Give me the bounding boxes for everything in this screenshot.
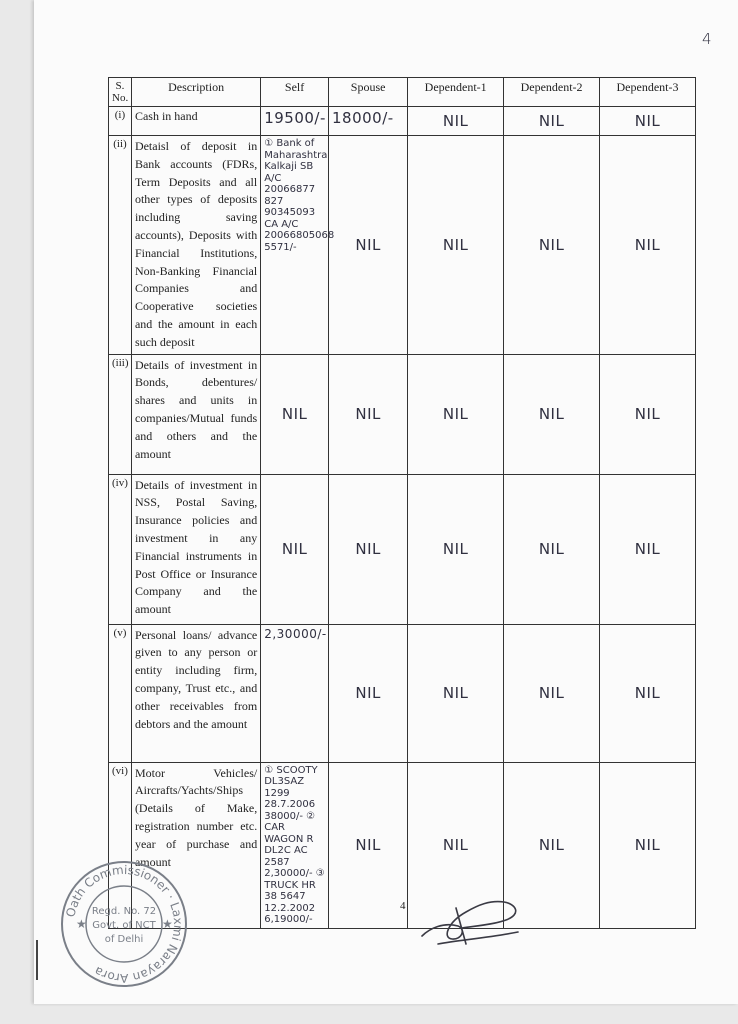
dependent-2-value: NIL xyxy=(504,762,600,928)
header-self: Self xyxy=(261,78,329,107)
row-sno: (v) xyxy=(109,624,132,762)
declaration-table xyxy=(108,77,696,929)
row-description: Detaisl of deposit in Bank accounts (FDRs, Term Deposits and all other types of deposits including saving accounts), Deposits with Financial Institutions, Non-Banking Financial Companies and Cooperative societies and the amount in each such deposit xyxy=(131,136,260,355)
row-sno: (ii) xyxy=(109,136,132,355)
header-sno: S. No. xyxy=(109,78,132,107)
header-dependent-1: Dependent-1 xyxy=(408,78,504,107)
stamp-line-3: of Delhi xyxy=(104,934,144,945)
dependent-1-value: NIL xyxy=(408,136,504,355)
row-sno: (i) xyxy=(109,107,132,136)
header-dependent-2: Dependent-2 xyxy=(504,78,600,107)
self-value: 19500/- xyxy=(261,107,329,136)
dependent-3-value: NIL xyxy=(600,762,696,928)
self-value: ① Bank of Maharashtra Kalkaji SB A/C 20066877 827 90345093 CA A/C 20066805068 5571/- xyxy=(261,136,329,355)
spouse-value: NIL xyxy=(328,136,407,355)
svg-text:★: ★ xyxy=(76,917,87,931)
spouse-value: 18000/- xyxy=(328,107,407,136)
dependent-2-value: NIL xyxy=(504,107,600,136)
dependent-1-value: NIL xyxy=(408,107,504,136)
dependent-3-value: NIL xyxy=(600,624,696,762)
dependent-1-value: NIL xyxy=(408,624,504,762)
dependent-1-value: NIL xyxy=(408,474,504,624)
corner-page-number: 4 xyxy=(702,30,713,48)
row-description: Cash in hand xyxy=(131,107,260,136)
row-description: Motor Vehicles/ Aircrafts/Yachts/Ships (Details of Make, registration number etc. year of purchase and amount xyxy=(131,762,260,928)
stamp-outer-text: Oath Commissioner · Laxmi Narayan Arora xyxy=(63,862,186,986)
self-value: NIL xyxy=(261,474,329,624)
dependent-3-value: NIL xyxy=(600,107,696,136)
svg-text:★: ★ xyxy=(162,917,173,931)
spouse-value: NIL xyxy=(328,762,407,928)
self-value: NIL xyxy=(261,354,329,474)
row-sno: (iv) xyxy=(109,474,132,624)
table-row xyxy=(109,624,696,762)
stamp-line-2: Govt. of NCT xyxy=(92,920,156,931)
oath-commissioner-stamp xyxy=(58,858,190,990)
spouse-value: NIL xyxy=(328,624,407,762)
dependent-1-value: NIL xyxy=(408,762,504,928)
row-sno: (iii) xyxy=(109,354,132,474)
self-value: ① SCOOTY DL3SAZ 1299 28.7.2006 38000/- ② CAR WAGON R DL2C AC 2587 2,30000/- ③ TRUCK HR 38 5647 12.2.2002 6,19000/- xyxy=(261,762,329,928)
page-number: 4 xyxy=(400,900,406,912)
row-description: Details of investment in Bonds, debentures/ shares and units in companies/Mutual funds and others and the amount xyxy=(131,354,260,474)
binding-mark xyxy=(36,940,38,980)
stamp-line-1: Regd. No. 72 xyxy=(91,906,157,917)
header-dependent-3: Dependent-3 xyxy=(600,78,696,107)
row-description: Details of investment in NSS, Postal Saving, Insurance policies and investment in any Financial instruments in Post Office or Insurance Company and the amount xyxy=(131,474,260,624)
table-row xyxy=(109,136,696,355)
table-row xyxy=(109,474,696,624)
dependent-2-value: NIL xyxy=(504,354,600,474)
row-description: Personal loans/ advance given to any person or entity including firm, company, Trust etc., and other receivables from debtors and the amount xyxy=(131,624,260,762)
dependent-2-value: NIL xyxy=(504,136,600,355)
row-sno: (vi) xyxy=(109,762,132,928)
dependent-3-value: NIL xyxy=(600,136,696,355)
header-spouse: Spouse xyxy=(328,78,407,107)
table-row xyxy=(109,107,696,136)
self-value: 2,30000/- xyxy=(261,624,329,762)
spouse-value: NIL xyxy=(328,474,407,624)
dependent-3-value: NIL xyxy=(600,354,696,474)
signature xyxy=(418,892,528,947)
table-row xyxy=(109,354,696,474)
dependent-3-value: NIL xyxy=(600,474,696,624)
header-description: Description xyxy=(131,78,260,107)
dependent-2-value: NIL xyxy=(504,624,600,762)
spouse-value: NIL xyxy=(328,354,407,474)
dependent-2-value: NIL xyxy=(504,474,600,624)
dependent-1-value: NIL xyxy=(408,354,504,474)
table-header-row xyxy=(109,78,696,107)
